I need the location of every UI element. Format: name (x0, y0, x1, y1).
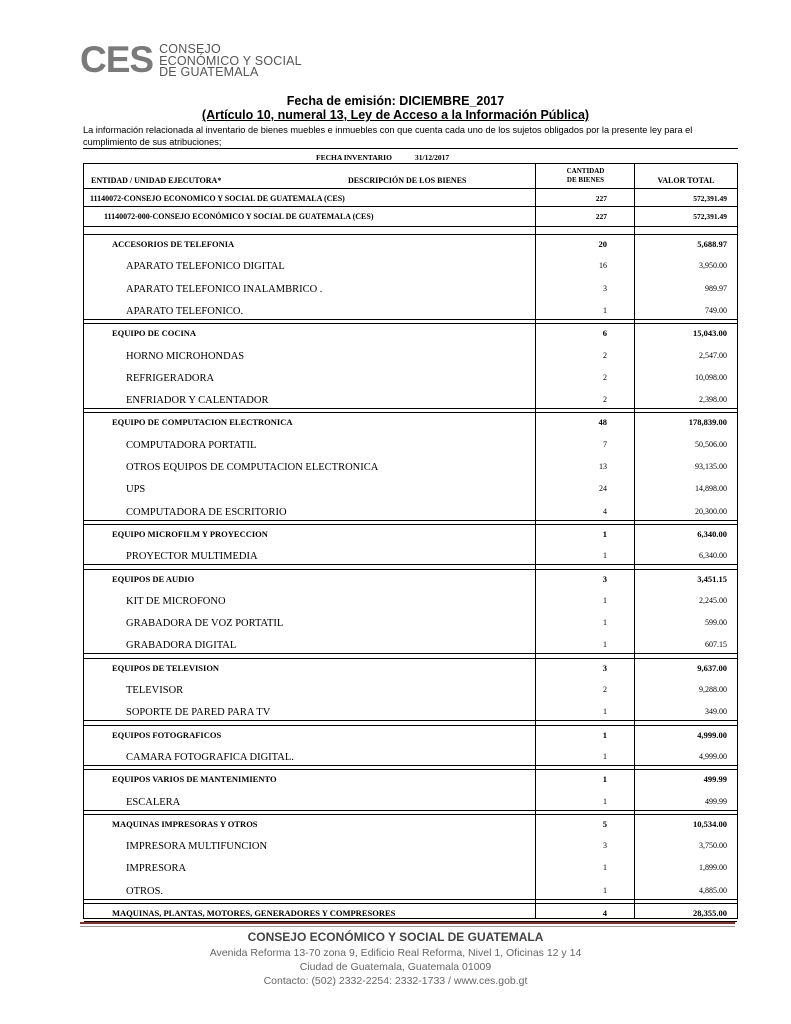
item-quantity: 1 (603, 618, 607, 628)
entity-value: 572,391.49 (693, 212, 727, 221)
item-value: 599.00 (705, 618, 727, 628)
category-value: 15,043.00 (693, 328, 727, 339)
row-divider (84, 765, 737, 766)
item-value: 2,547.00 (699, 350, 727, 360)
inventory-table (83, 163, 738, 919)
row-divider (84, 408, 737, 409)
row-divider (84, 725, 737, 726)
item-quantity: 7 (603, 439, 607, 449)
ces-logo (80, 39, 302, 80)
category-value: 10,534.00 (693, 818, 727, 829)
item-label: UPS (126, 484, 146, 496)
row-divider (84, 524, 737, 525)
item-value: 2,398.00 (699, 395, 727, 405)
col-header-description: DESCRIPCIÓN DE LOS BIENES (348, 176, 467, 185)
item-label: OTROS. (126, 885, 164, 897)
row-divider (84, 658, 737, 659)
row-divider (84, 903, 737, 904)
item-label: REFRIGERADORA (126, 372, 215, 384)
row-divider (84, 769, 737, 770)
row-divider (84, 899, 737, 900)
logo-line2: ECONÓMICO Y SOCIAL (159, 53, 302, 68)
item-value: 749.00 (705, 305, 727, 315)
item-label: SOPORTE DE PARED PARA TV (126, 707, 271, 719)
item-label: GRABADORA DIGITAL (126, 640, 237, 652)
item-quantity: 24 (599, 484, 607, 494)
col-header-quantity-line2: DE BIENES (566, 176, 605, 184)
item-value: 4,999.00 (699, 751, 727, 761)
category-quantity: 1 (602, 774, 607, 785)
item-label: IMPRESORA (126, 863, 187, 875)
category-label: ACCESORIOS DE TELEFONIA (112, 239, 235, 249)
row-divider (84, 810, 737, 811)
col-header-quantity-line1: CANTIDAD (566, 167, 605, 175)
footer-contact: Contacto: (502) 2332-2254: 2332-1733 / www.ces.gob.gt (263, 975, 528, 987)
item-label: PROYECTOR MULTIMEDIA (126, 551, 258, 563)
entity-quantity: 227 (595, 194, 607, 203)
category-label: EQUIPO DE COCINA (112, 328, 197, 339)
item-value: 6,340.00 (699, 551, 727, 561)
category-value: 499.99 (703, 774, 727, 785)
item-label: COMPUTADORA DE ESCRITORIO (126, 506, 287, 518)
category-quantity: 48 (598, 417, 607, 428)
item-quantity: 1 (603, 796, 607, 806)
row-divider (84, 814, 737, 815)
item-value: 349.00 (705, 707, 727, 717)
row-divider (84, 319, 737, 320)
emission-date: Fecha de emisión: DICIEMBRE_2017 (286, 94, 505, 108)
intro-paragraph: La información relacionada al inventario de bienes muebles e inmuebles con que cuenta cada uno de los sujetos obligados por la presente ley para el cumplimiento de sus atribuciones; (83, 125, 693, 147)
header-divider (84, 188, 737, 189)
law-reference: (Artículo 10, numeral 13, Ley de Acceso a la Información Pública) (201, 108, 590, 122)
item-value: 93,135.00 (695, 462, 727, 471)
item-quantity: 1 (603, 863, 607, 873)
item-value: 499.99 (705, 796, 727, 806)
item-quantity: 2 (603, 372, 607, 382)
item-value: 20,300.00 (695, 506, 727, 516)
row-divider (84, 323, 737, 324)
footer-org-name: CONSEJO ECONÓMICO Y SOCIAL DE GUATEMALA (247, 930, 544, 944)
item-quantity: 2 (603, 685, 607, 694)
item-quantity: 1 (603, 751, 607, 761)
inventory-date-value: 31/12/2017 (415, 153, 450, 162)
col-header-entity: ENTIDAD / UNIDAD EJECUTORA* (91, 176, 222, 185)
item-value: 50,506.00 (695, 439, 727, 449)
logo-line3: DE GUATEMALA (159, 65, 259, 79)
row-divider (84, 720, 737, 721)
item-label: CAMARA FOTOGRAFICA DIGITAL. (126, 751, 294, 763)
item-quantity: 1 (603, 885, 607, 895)
item-value: 3,950.00 (699, 261, 727, 271)
item-value: 989.97 (705, 283, 727, 293)
entity-divider (84, 206, 737, 207)
category-label: EQUIPO DE COMPUTACION ELECTRONICA (112, 417, 293, 428)
entity-label: 11140072-CONSEJO ECONOMICO Y SOCIAL DE GUATEMALA (CES) (90, 194, 345, 203)
item-value: 1,899.00 (699, 863, 727, 873)
footer-address-1: Avenida Reforma 13-70 zona 9, Edificio Real Reforma, Nivel 1, Oficinas 12 y 14 (209, 947, 582, 959)
category-value: 3,451.15 (697, 573, 727, 584)
item-label: GRABADORA DE VOZ PORTATIL (126, 618, 284, 630)
item-quantity: 2 (603, 395, 607, 405)
item-value: 3,750.00 (699, 841, 727, 851)
row-divider (84, 653, 737, 654)
item-value: 9,288.00 (699, 685, 727, 694)
item-label: KIT DE MICROFONO (126, 595, 226, 607)
item-label: COMPUTADORA PORTATIL (126, 439, 257, 451)
item-label: APARATO TELEFONICO DIGITAL (126, 261, 285, 273)
item-label: OTROS EQUIPOS DE COMPUTACION ELECTRONICA (126, 462, 379, 473)
item-label: TELEVISOR (126, 685, 184, 696)
item-quantity: 1 (603, 595, 607, 605)
item-value: 607.15 (705, 640, 727, 650)
category-quantity: 20 (598, 239, 607, 249)
category-label: MAQUINAS, PLANTAS, MOTORES, GENERADORES Y COMPRESORES (112, 908, 396, 918)
entity-divider (84, 226, 737, 227)
item-quantity: 1 (603, 707, 607, 717)
category-quantity: 6 (602, 328, 607, 339)
category-value: 6,340.00 (697, 528, 727, 539)
item-value: 14,898.00 (695, 484, 727, 494)
category-quantity: 4 (602, 908, 607, 918)
footer-address-2: Ciudad de Guatemala, Guatemala 01009 (299, 961, 492, 973)
category-quantity: 5 (602, 818, 607, 829)
category-label: EQUIPOS FOTOGRAFICOS (112, 729, 222, 740)
row-divider (84, 412, 737, 413)
category-quantity: 3 (602, 573, 607, 584)
category-label: MAQUINAS IMPRESORAS Y OTROS (112, 818, 258, 829)
item-value: 2,245.00 (699, 595, 727, 605)
item-label: APARATO TELEFONICO INALAMBRICO . (126, 283, 323, 295)
category-quantity: 1 (602, 528, 607, 539)
entity-value: 572,391.49 (693, 194, 727, 203)
item-label: ENFRIADOR Y CALENTADOR (126, 395, 269, 407)
item-quantity: 16 (599, 261, 607, 271)
item-value: 4,885.00 (699, 885, 727, 895)
footer-rule (80, 922, 735, 924)
category-label: EQUIPOS VARIOS DE MANTENIMIENTO (112, 774, 277, 785)
category-label: EQUIPOS DE TELEVISION (112, 662, 220, 673)
entity-label: 11140072-000-CONSEJO ECONÓMICO Y SOCIAL DE GUATEMALA (CES) (104, 212, 374, 221)
item-label: ESCALERA (126, 796, 181, 808)
category-label: EQUIPO MICROFILM Y PROYECCION (112, 528, 268, 539)
category-quantity: 1 (602, 729, 607, 740)
entity-quantity: 227 (595, 212, 607, 221)
logo-abbr: CES (80, 39, 154, 80)
logo-line1: CONSEJO (159, 42, 221, 56)
divider (83, 148, 738, 149)
item-label: HORNO MICROHONDAS (126, 350, 245, 362)
inventory-date-label: FECHA INVENTARIO (316, 153, 392, 162)
item-quantity: 3 (603, 841, 607, 851)
row-divider (84, 520, 737, 521)
category-value: 178,839.00 (688, 417, 727, 428)
item-label: APARATO TELEFONICO. (126, 305, 244, 317)
item-quantity: 1 (603, 640, 607, 650)
footer-rule-thin (80, 926, 735, 927)
item-quantity: 2 (603, 350, 607, 360)
row-divider (84, 564, 737, 565)
row-divider (84, 569, 737, 570)
row-divider (84, 234, 737, 235)
item-quantity: 4 (603, 506, 607, 516)
category-quantity: 3 (602, 662, 607, 673)
col-header-total: VALOR TOTAL (657, 176, 715, 185)
item-quantity: 13 (599, 462, 607, 471)
item-value: 10,098.00 (695, 372, 727, 382)
category-value: 9,637.00 (697, 662, 727, 673)
category-value: 28,355.00 (693, 908, 727, 918)
col-header-quantity (536, 167, 635, 185)
category-value: 5,688.97 (697, 239, 727, 249)
item-quantity: 3 (603, 283, 607, 293)
category-value: 4,999.00 (697, 729, 727, 740)
category-label: EQUIPOS DE AUDIO (112, 573, 195, 584)
item-quantity: 1 (603, 551, 607, 561)
item-label: IMPRESORA MULTIFUNCION (126, 841, 268, 853)
logo-text (159, 42, 302, 79)
item-quantity: 1 (603, 305, 607, 315)
